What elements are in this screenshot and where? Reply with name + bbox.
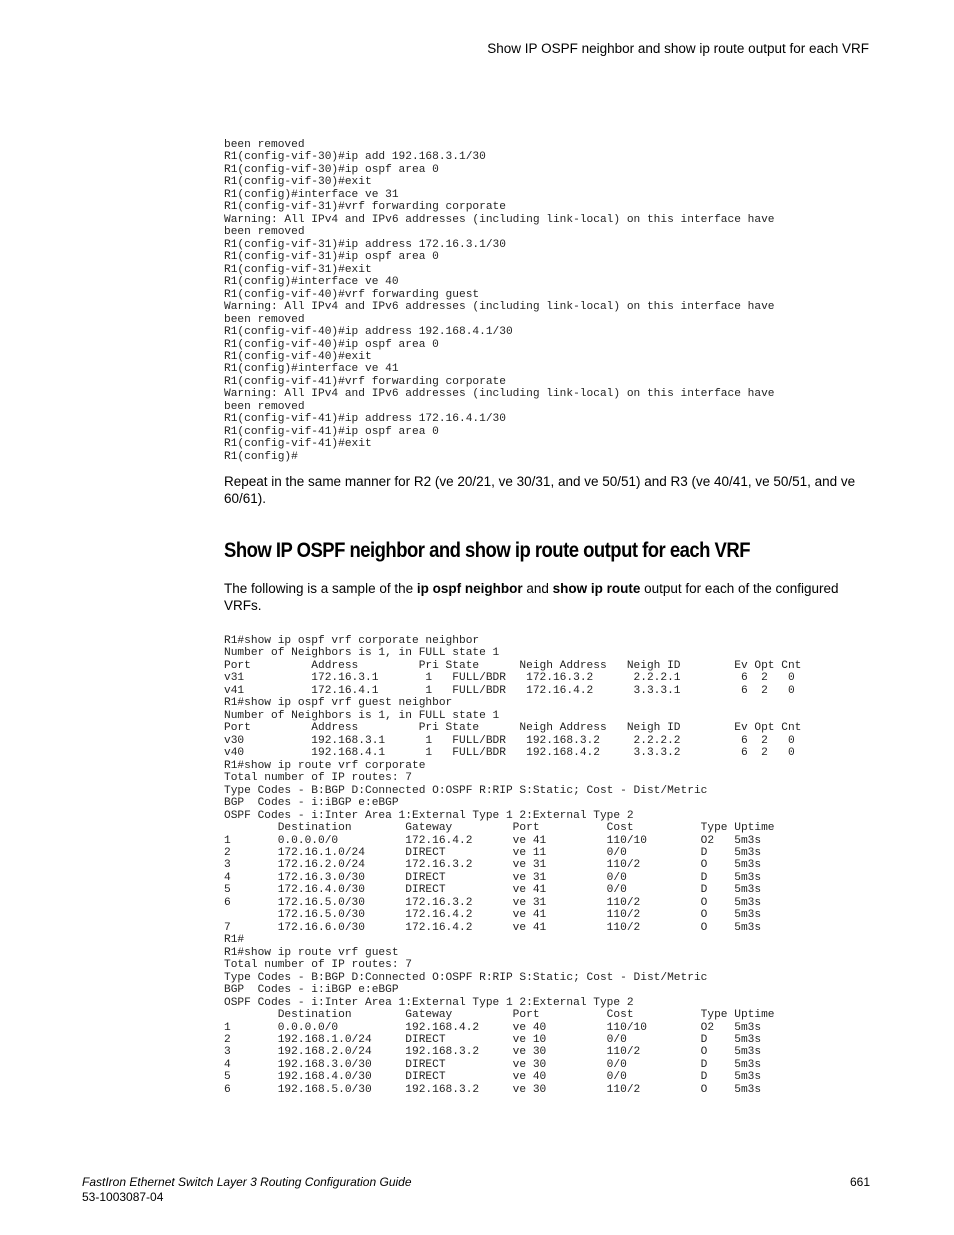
section-title: Show IP OSPF neighbor and show ip route output for each VRF [224,538,750,562]
footer-page-number: 661 [849,1175,870,1189]
running-header: Show IP OSPF neighbor and show ip route output for each VRF [487,41,869,56]
footer-doc-title: FastIron Ethernet Switch Layer 3 Routing Configuration Guide [82,1175,412,1189]
intro-command-ospf-neighbor: ip ospf neighbor [416,581,523,596]
footer-doc-info [82,1175,412,1205]
cli-config-code-block: been removed R1(config-vif-30)#ip add 192.168.3.1/30 R1(config-vif-30)#ip ospf area 0 R1(config-vif-30)#exit R1(config)#interface ve 31 R1(config-vif-31)#vrf forwarding corporate Warning: All IPv4 and IPv6 addresses (including link-local) on this interface have been removed R1(config-vif-31)#ip address 172.16.3.1/30 R1(config-vif-31)#ip ospf area 0 R1(config-vif-31)#exit R1(config)#interface ve 40 R1(config-vif-40)#vrf forwarding guest Warning: All IPv4 and IPv6 addresses (including link-local) on this interface have been removed R1(config-vif-40)#ip address 192.168.4.1/30 R1(config-vif-40)#ip ospf area 0 R1(config-vif-40)#exit R1(config)#interface ve 41 R1(config-vif-41)#vrf forwarding corporate Warning: All IPv4 and IPv6 addresses (including link-local) on this interface have been removed R1(config-vif-41)#ip address 172.16.4.1/30 R1(config-vif-41)#ip ospf area 0 R1(config-vif-41)#exit R1(config)# [224,139,775,463]
intro-text-before: The following is a sample of the [224,581,417,596]
intro-text-and: and [522,581,553,596]
footer-doc-number: 53-1003087-04 [82,1190,164,1204]
section-intro-paragraph [224,580,872,614]
repeat-instructions-paragraph: Repeat in the same manner for R2 (ve 20/21, ve 30/31, and ve 50/51) and R3 (ve 40/41, ve 50/51, and ve 60/61). [224,474,856,506]
intro-text-after: output for each of the configured VRFs. [224,581,839,613]
intro-command-show-ip-route: show ip route [552,581,641,596]
cli-show-output-code-block: R1#show ip ospf vrf corporate neighbor Number of Neighbors is 1, in FULL state 1 Port Address Pri State Neigh Address Neigh ID Ev Opt Cnt v31 172.16.3.1 1 FULL/BDR 172.16.3.2 2.2.2.1 6 2 0 v41 172.16.4.1 1 FULL/BDR 172.16.4.2 3.3.3.1 6 2 0 R1#show ip ospf vrf guest neighbor Number of Neighbors is 1, in FULL state 1 Port Address Pri State Neigh Address Neigh ID Ev Opt Cnt v30 192.168.3.1 1 FULL/BDR 192.168.3.2 2.2.2.2 6 2 0 v40 192.168.4.1 1 FULL/BDR 192.168.4.2 3.3.3.2 6 2 0 R1#show ip route vrf corporate Total number of IP routes: 7 Type Codes - B:BGP D:Connected O:OSPF R:RIP S:Static; Cost - Dist/Metric BGP Codes - i:iBGP e:eBGP OSPF Codes - i:Inter Area 1:External Type 1 2:External Type 2 Destination Gateway Port Cost Type Uptime 1 0.0.0.0/0 172.16.4.2 ve 41 110/10 O2 5m3s 2 172.16.1.0/24 DIRECT ve 11 0/0 D 5m3s 3 172.16.2.0/24 172.16.3.2 ve 31 110/2 O 5m3s 4 172.16.3.0/30 DIRECT ve 31 0/0 D 5m3s 5 172.16.4.0/30 DIRECT ve 41 0/0 D 5m3s 6 172.16.5.0/30 172.16.3.2 ve 31 110/2 O 5m3s 172.16.5.0/30 172.16.4.2 ve 41 110/2 O 5m3s 7 172.16.6.0/30 172.16.4.2 ve 41 110/2 O 5m3s R1# R1#show ip route vrf guest Total number of IP routes: 7 Type Codes - B:BGP D:Connected O:OSPF R:RIP S:Static; Cost - Dist/Metric BGP Codes - i:iBGP e:eBGP OSPF Codes - i:Inter Area 1:External Type 1 2:External Type 2 Destination Gateway Port Cost Type Uptime 1 0.0.0.0/0 192.168.4.2 ve 40 110/10 O2 5m3s 2 192.168.1.0/24 DIRECT ve 10 0/0 D 5m3s 3 192.168.2.0/24 192.168.3.2 ve 30 110/2 O 5m3s 4 192.168.3.0/30 DIRECT ve 30 0/0 D 5m3s 5 192.168.4.0/30 DIRECT ve 40 0/0 D 5m3s 6 192.168.5.0/30 192.168.3.2 ve 30 110/2 O 5m3s [224,635,802,1096]
